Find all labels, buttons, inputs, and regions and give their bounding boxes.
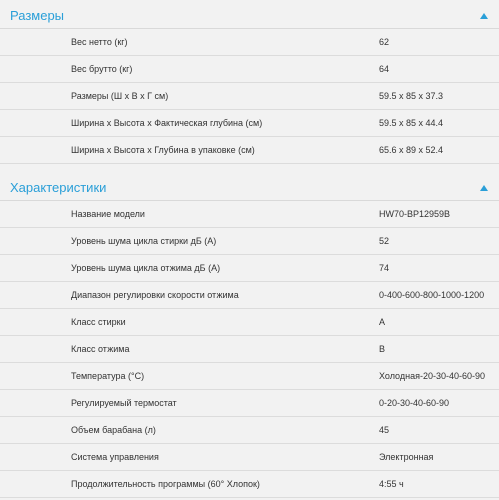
spec-value: 62 xyxy=(379,37,390,47)
spec-row-spin-speed-range xyxy=(0,282,499,309)
spec-row-actual-depth xyxy=(0,110,499,137)
spec-value: B xyxy=(379,344,386,354)
spec-label: Регулируемый термостат xyxy=(71,398,177,408)
collapse-triangle-up-icon[interactable] xyxy=(480,13,488,19)
spec-value: 0-400-600-800-1000-1200 xyxy=(379,290,485,300)
spec-label: Объем барабана (л) xyxy=(71,425,156,435)
spec-row-wash-noise xyxy=(0,228,499,255)
spec-value: 45 xyxy=(379,425,390,435)
section-title: Размеры xyxy=(10,8,65,23)
spec-label: Размеры (Ш х В х Г см) xyxy=(71,91,169,101)
spec-row-thermostat xyxy=(0,390,499,417)
spec-row-package-depth xyxy=(0,137,499,164)
spec-row-net-weight xyxy=(0,29,499,56)
spec-label: Ширина х Высота х Глубина в упаковке (см) xyxy=(71,145,255,155)
collapse-triangle-up-icon[interactable] xyxy=(480,185,488,191)
spec-row-spin-noise xyxy=(0,255,499,282)
section-header-dimensions[interactable] xyxy=(0,6,499,26)
spec-value: 59.5 x 85 x 44.4 xyxy=(379,118,444,128)
spec-value: 52 xyxy=(379,236,390,246)
spec-label: Вес брутто (кг) xyxy=(71,64,133,74)
section-title: Характеристики xyxy=(10,180,107,195)
spec-row-gross-weight xyxy=(0,56,499,83)
spec-label: Название модели xyxy=(71,209,145,219)
spec-label: Уровень шума цикла отжима дБ (A) xyxy=(71,263,221,273)
spec-row-program-duration xyxy=(0,471,499,498)
spec-row-wash-class xyxy=(0,309,499,336)
spec-label: Класс отжима xyxy=(71,344,130,354)
spec-value: 64 xyxy=(379,64,390,74)
spec-row-drum-volume xyxy=(0,417,499,444)
spec-row-spin-class xyxy=(0,336,499,363)
spec-value: 4:55 ч xyxy=(379,479,404,489)
spec-label: Система управления xyxy=(71,452,159,462)
spec-row-temperature xyxy=(0,363,499,390)
spec-label: Температура (°C) xyxy=(71,371,145,381)
spec-row-dimensions xyxy=(0,83,499,110)
spec-value: 65.6 x 89 x 52.4 xyxy=(379,145,444,155)
section-header-characteristics[interactable] xyxy=(0,178,499,198)
spec-label: Уровень шума цикла стирки дБ (A) xyxy=(71,236,217,246)
spec-value: 0-20-30-40-60-90 xyxy=(379,398,450,408)
spec-value: A xyxy=(379,317,386,327)
spec-label: Вес нетто (кг) xyxy=(71,37,128,47)
spec-value: HW70-BP12959B xyxy=(379,209,451,219)
spec-label: Продолжительность программы (60° Хлопок) xyxy=(71,479,260,489)
spec-label: Класс стирки xyxy=(71,317,126,327)
spec-row-model-name xyxy=(0,201,499,228)
spec-value: 59.5 x 85 x 37.3 xyxy=(379,91,444,101)
spec-label: Ширина х Высота х Фактическая глубина (см) xyxy=(71,118,263,128)
spec-label: Диапазон регулировки скорости отжима xyxy=(71,290,239,300)
spec-value: Холодная-20-30-40-60-90 xyxy=(379,371,486,381)
spec-row-control-system xyxy=(0,444,499,471)
spec-value: 74 xyxy=(379,263,390,273)
spec-value: Электронная xyxy=(379,452,434,462)
